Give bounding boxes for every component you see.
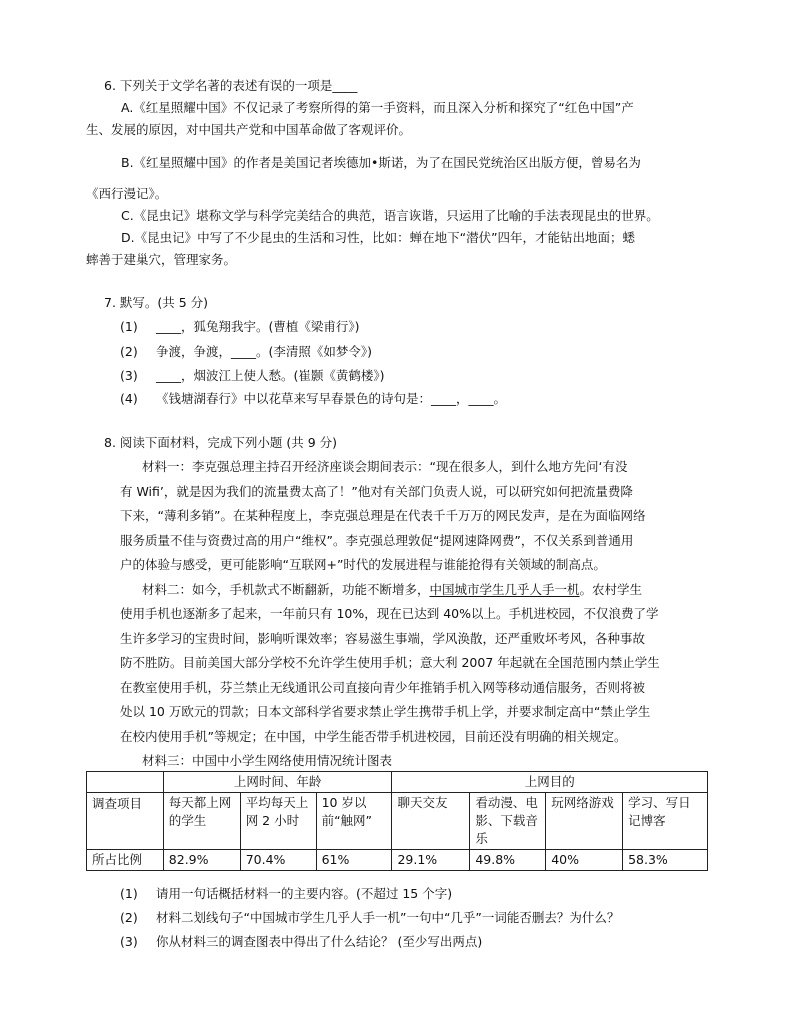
q6-option-a-line2: 生、发展的原因，对中国共产党和中国革命做了客观评价。 — [86, 122, 412, 137]
material-3-title: 材料三：中国中小学生网络使用情况统计图表 — [142, 753, 393, 768]
q6-option-b-line2: 《西行漫记》。 — [86, 186, 168, 201]
q6-stem: 6. 下列关于文学名著的表述有误的一项是____ — [104, 78, 358, 93]
group-header-time-age: 上网时间、年龄 — [163, 772, 392, 793]
material-1-line: 户的体验与感受，更可能影响“互联网+”时代的发展进程与谁能抢得有关领域的制高点。 — [120, 557, 606, 572]
q7-item-2-text: 争渡，争渡，____。(李清照《如梦令》) — [156, 344, 373, 359]
q7-item-3-text: ____，烟波江上使人愁。(崔颢《黄鹤楼》) — [156, 368, 385, 383]
value-cell: 82.9% — [163, 850, 240, 871]
q6-option-d-line1: D.《昆虫记》中写了不少昆虫的生活和习性，比如：蝉在地下“潜伏”四年，才能钻出地面；蟋 — [121, 230, 636, 245]
material-2-line: 使用手机也逐渐多了起来，一年前只有 10%，现在已达到 40%以上。手机进校园，不仅浪费了学 — [120, 606, 659, 621]
column-header: 每天都上网的学生 — [163, 793, 240, 850]
row-label: 调查项目 — [87, 793, 164, 850]
value-cell: 58.3% — [623, 850, 708, 871]
table-value-row — [87, 850, 708, 871]
material-2-text: 材料二：如今，手机款式不断翻新，功能不断增多， — [142, 582, 430, 597]
sub-question-1-text: 请用一句话概括材料一的主要内容。(不超过 15 个字) — [156, 886, 453, 901]
material-2-first-line — [142, 581, 642, 599]
value-cell: 61% — [316, 850, 392, 871]
material-2-line: 处以 10 万欧元的罚款；日本文部科学省要求禁止学生携带手机上学，并要求制定高中“禁止学生 — [120, 704, 651, 719]
column-header: 平均每天上网 2 小时 — [240, 793, 316, 850]
sub-question-2-text: 材料二划线句子“中国城市学生几乎人手一机”一句中“几乎”一词能否删去？为什么？ — [156, 910, 620, 925]
sub-question-1-num: (1) — [120, 886, 138, 901]
material-1-line: 材料一：李克强总理主持召开经济座谈会期间表示：“现在很多人，到什么地方先问‘有没 — [142, 459, 628, 474]
q7-item-1-text: ____，狐兔翔我宇。(曹植《梁甫行》) — [156, 319, 360, 334]
column-header: 聊天交友 — [392, 793, 470, 850]
material-1-line: 下来，“薄利多销”。在某种程度上，李克强总理是在代表千千万万的网民发声，是在为面临网络 — [120, 508, 646, 523]
q7-stem: 7. 默写。(共 5 分) — [104, 295, 209, 310]
material-1-line: 有 Wifi’，就是因为我们的流量费太高了！”他对有关部门负责人说，可以研究如何把流量费降 — [120, 484, 633, 499]
column-header: 10 岁以前“触网” — [316, 793, 392, 850]
material-2-line: 防不胜防。目前美国大部分学校不允许学生使用手机；意大利 2007 年起就在全国范围内禁止学生 — [120, 655, 660, 670]
column-header: 看动漫、电影、下载音乐 — [470, 793, 546, 850]
q7-item-3-num: (3) — [120, 368, 138, 383]
row-label: 所占比例 — [87, 850, 164, 871]
material-2-text: 。农村学生 — [579, 582, 643, 597]
q7-item-2-num: (2) — [120, 344, 138, 359]
table-header-row — [87, 793, 708, 850]
underlined-sentence: 中国城市学生几乎人手一机 — [429, 582, 580, 597]
q8-stem: 8. 阅读下面材料，完成下列小题 (共 9 分) — [104, 435, 338, 450]
q6-option-b-line1: B.《红星照耀中国》的作者是美国记者埃德加•斯诺，为了在国民党统治区出版方便，曾易名为 — [121, 155, 641, 170]
q7-item-4-text: 《钱塘湖春行》中以花草来写早春景色的诗句是：____，____。 — [156, 391, 507, 406]
value-cell: 40% — [546, 850, 623, 871]
group-header-purpose: 上网目的 — [392, 772, 708, 793]
statistics-table — [86, 771, 708, 871]
material-2-line: 在校内使用手机”等规定；在中国，中学生能否带手机进校园，目前还没有明确的相关规定。 — [120, 729, 627, 744]
q6-option-d-line2: 蟀善于建巢穴，管理家务。 — [86, 252, 237, 267]
sub-question-2-num: (2) — [120, 910, 138, 925]
value-cell: 29.1% — [392, 850, 470, 871]
material-2-line: 在教室使用手机，芬兰禁止无线通讯公司直接向青少年推销手机入网等移动通信服务，否则将被 — [120, 680, 646, 695]
sub-question-3-text: 你从材料三的调查图表中得出了什么结论？ (至少写出两点) — [156, 934, 483, 949]
q7-item-4-num: (4) — [120, 391, 138, 406]
q7-item-1-num: (1) — [120, 319, 138, 334]
material-1-line: 服务质量不佳与资费过高的用户“维权”。李克强总理敦促“提网速降网费”，不仅关系到普通用 — [120, 533, 634, 548]
table-group-row — [87, 772, 708, 793]
material-2-line: 生许多学习的宝贵时间，影响听课效率；容易滋生事端，学风涣散，还严重败坏考风，各种事故 — [120, 631, 646, 646]
q6-option-c-line1: C.《昆虫记》堪称文学与科学完美结合的典范，语言诙谐，只运用了比喻的手法表现昆虫的世界。 — [121, 208, 659, 223]
column-header: 学习、写日记博客 — [623, 793, 708, 850]
table-corner-cell — [87, 772, 164, 793]
sub-question-3-num: (3) — [120, 934, 138, 949]
value-cell: 70.4% — [240, 850, 316, 871]
column-header: 玩网络游戏 — [546, 793, 623, 850]
q6-option-a-line1: A.《红星照耀中国》不仅记录了考察所得的第一手资料，而且深入分析和探究了“红色中国”产 — [121, 100, 634, 115]
value-cell: 49.8% — [470, 850, 546, 871]
